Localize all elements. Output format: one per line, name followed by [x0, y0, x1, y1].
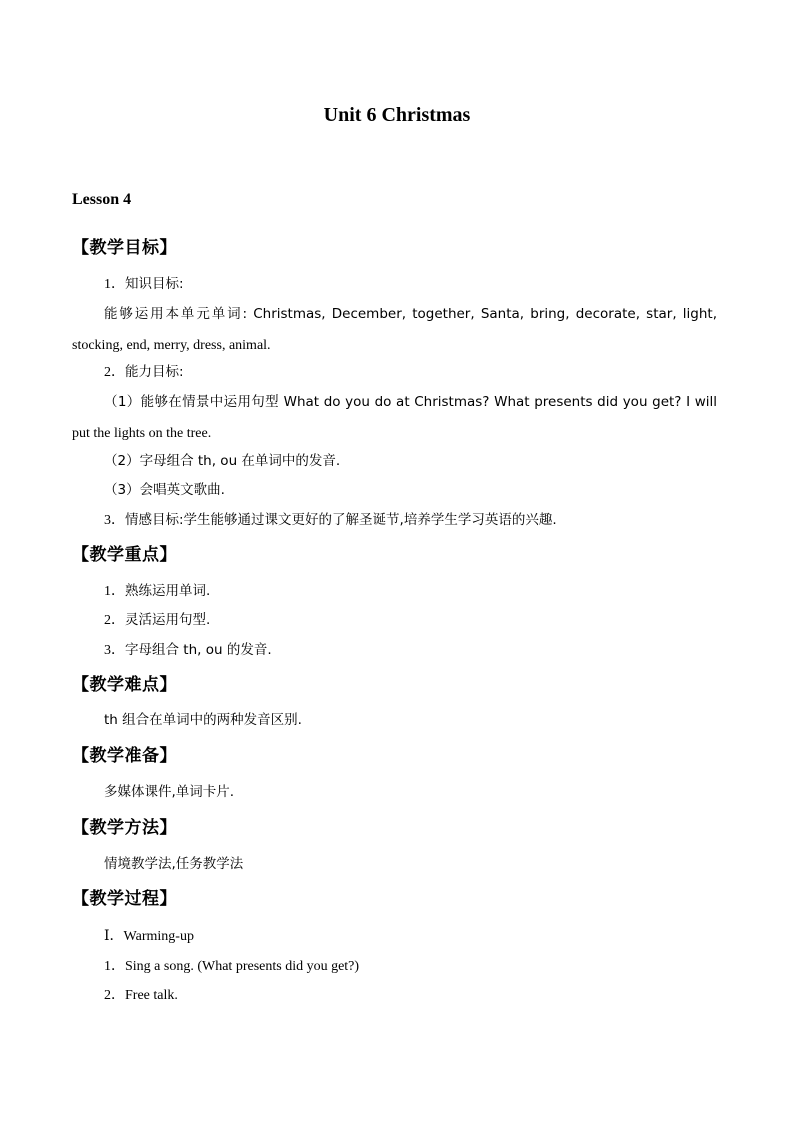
process-part-1: [104, 927, 194, 946]
key-point-text: 灵活运用句型.: [125, 612, 211, 628]
section-heading-key-points: 【教学重点】: [72, 545, 177, 565]
preparation-text: 多媒体课件,单词卡片.: [104, 784, 235, 800]
objective-item-1-line-1: 能够运用本单元单词: Christmas, December, together, Santa, bring, decorate, star, light,: [104, 306, 717, 322]
objective-item-1-text: 知识目标:: [125, 276, 184, 292]
key-point-text: 熟练运用单词.: [125, 583, 211, 599]
key-point-text: 字母组合 th, ou 的发音.: [125, 642, 272, 658]
key-point-item: [104, 611, 210, 630]
process-item: [104, 986, 178, 1005]
objective-item-1-line-2: [72, 336, 271, 355]
section-heading-process: 【教学过程】: [72, 889, 177, 909]
document-title: Unit 6 Christmas: [323, 104, 471, 126]
process-item: [104, 957, 359, 976]
objective-sub-1-line-2-text: put the lights on the tree.: [72, 426, 212, 441]
lesson-label: Lesson 4: [72, 191, 132, 208]
objective-item-1: [104, 275, 184, 294]
section-heading-objectives: 【教学目标】: [72, 238, 177, 258]
methods-text: 情境教学法,任务教学法: [104, 856, 244, 872]
objective-sub-2: （2）字母组合 th, ou 在单词中的发音.: [104, 453, 341, 469]
process-part-1-text: Ⅰ．Warming-up: [104, 929, 194, 944]
objective-sub-1-line-2: [72, 424, 211, 443]
key-point-number: 1．: [104, 584, 125, 599]
process-item-number: 1．: [104, 959, 125, 974]
section-heading-preparation: 【教学准备】: [72, 746, 177, 766]
objective-item-3-text: 情感目标:学生能够通过课文更好的了解圣诞节,培养学生学习英语的兴趣.: [125, 512, 557, 528]
section-heading-methods: 【教学方法】: [72, 818, 177, 838]
key-point-number: 3．: [104, 643, 125, 658]
key-point-number: 2．: [104, 613, 125, 628]
objective-item-1-number: 1．: [104, 277, 125, 292]
objective-sub-1-line-1: （1）能够在情景中运用句型 What do you do at Christmas? What presents did you get? I will: [104, 394, 717, 410]
objective-item-2-number: 2．: [104, 365, 125, 380]
section-heading-difficulties: 【教学难点】: [72, 675, 177, 695]
key-point-item: [104, 582, 210, 601]
process-item-number: 2．: [104, 988, 125, 1003]
objective-item-1-line-2-text: stocking, end, merry, dress, animal.: [72, 338, 271, 353]
objective-item-3: [104, 511, 557, 530]
key-point-item: [104, 641, 272, 660]
objective-sub-3: （3）会唱英文歌曲.: [104, 482, 225, 498]
difficulties-text: th 组合在单词中的两种发音区别.: [104, 712, 302, 728]
objective-item-2-text: 能力目标:: [125, 364, 184, 380]
objective-item-3-number: 3．: [104, 513, 125, 528]
objective-item-2: [104, 363, 184, 382]
process-item-text: Sing a song. (What presents did you get?): [125, 959, 360, 974]
process-item-text: Free talk.: [125, 988, 178, 1003]
